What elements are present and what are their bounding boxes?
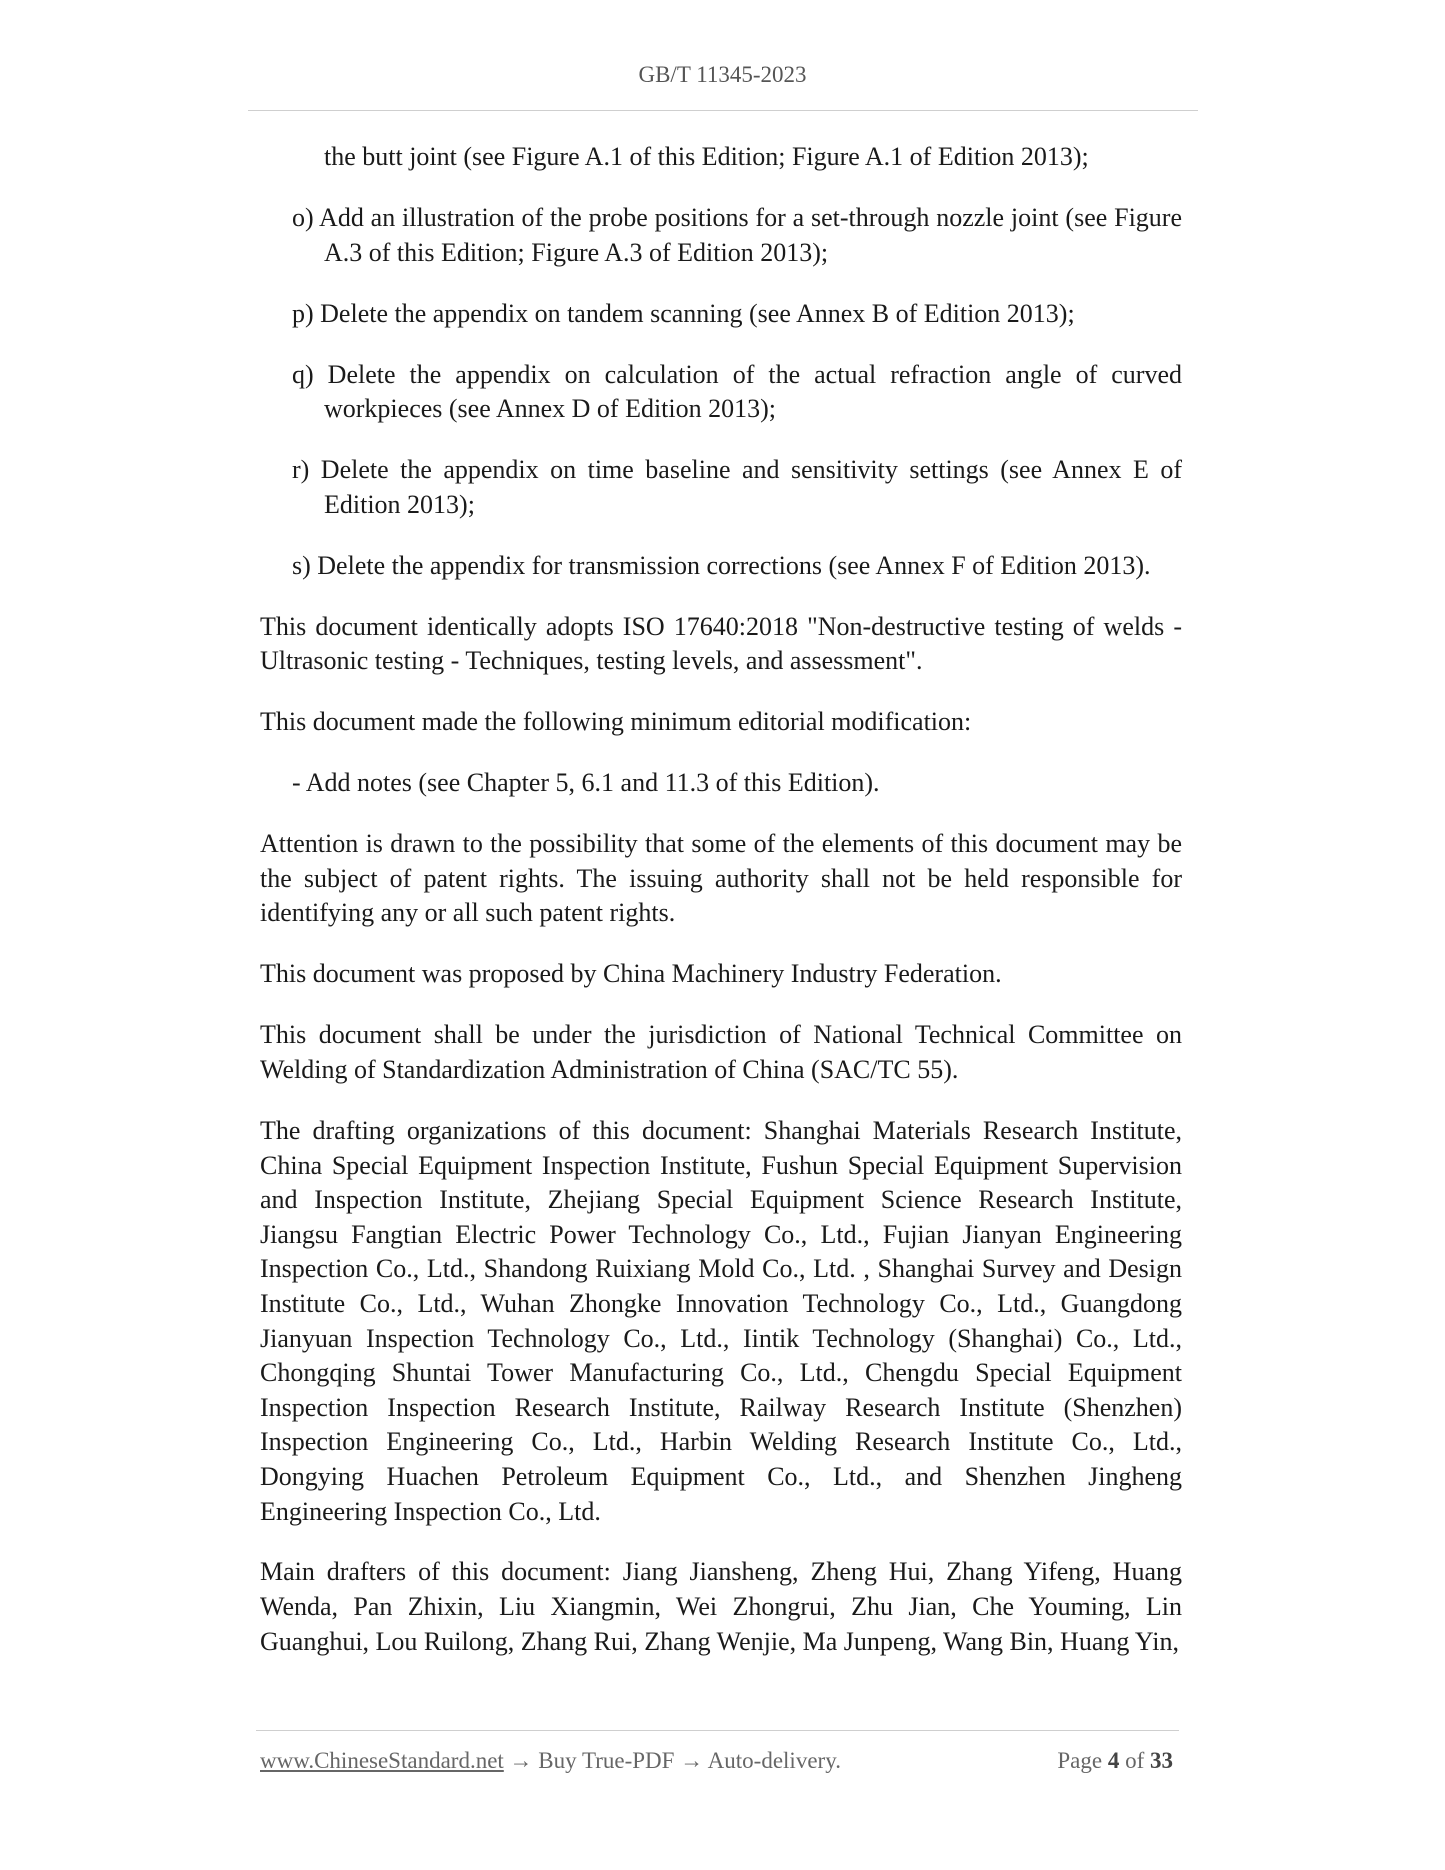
paragraph-jurisdiction: This document shall be under the jurisdiction of National Technical Committee on Welding of Standardization Administration of China (SAC/TC 55). — [260, 1020, 1182, 1084]
paragraph-butt-joint-continuation: the butt joint (see Figure A.1 of this Edition; Figure A.1 of Edition 2013); — [324, 142, 1089, 171]
paragraph-editorial-modification: This document made the following minimum editorial modification: — [260, 707, 972, 737]
list-item-q: q) Delete the appendix on calculation of the actual refraction angle of curved workpieces (see Annex D of Edition 2013); — [292, 359, 1182, 424]
page-header-title: GB/T 11345-2023 — [638, 62, 807, 87]
list-item-r: r) Delete the appendix on time baseline and sensitivity settings (see Annex E of Edition 2013); — [292, 455, 1182, 519]
paragraph-main-drafters: Main drafters of this document: Jiang Jiansheng, Zheng Hui, Zhang Yifeng, Huang Wenda, Pan Zhixin, Liu Xiangmin, Wei Zhongrui, Zhu Jian, Che Youming, Lin Guanghui, Lou Ruilong, Zhang Rui, Zhang Wenjie, Ma Junpeng, Wang Bin, Huang Yin, — [260, 1557, 1182, 1656]
paragraph-proposed-by: This document was proposed by China Machinery Industry Federation. — [260, 959, 1002, 989]
list-item-o: o) Add an illustration of the probe positions for a set-through nozzle joint (see Figure A.3 of this Edition; Figure A.3 of Edition 2013); — [292, 202, 1182, 267]
document-body — [260, 140, 1182, 1659]
page-label: Page — [1057, 1748, 1103, 1773]
buy-true-pdf-text: Buy True-PDF — [538, 1748, 675, 1773]
arrow-right-icon: → — [509, 1748, 533, 1773]
footer-promo — [260, 1748, 841, 1773]
of-label: of — [1125, 1748, 1145, 1773]
auto-delivery-text: Auto-delivery. — [707, 1748, 841, 1773]
list-item-s: s) Delete the appendix for transmission corrections (see Annex F of Edition 2013). — [292, 550, 1151, 580]
footer-divider — [256, 1730, 1179, 1731]
page-footer — [260, 1748, 1180, 1774]
paragraph-iso-adoption: This document identically adopts ISO 17640:2018 "Non-destructive testing of welds - Ultrasonic testing - Techniques, testing levels, and assessment". — [260, 611, 1182, 676]
list-item-add-notes: - Add notes (see Chapter 5, 6.1 and 11.3 of this Edition). — [292, 768, 880, 798]
chinesestandard-link[interactable]: www.ChineseStandard.net — [260, 1748, 504, 1773]
header-divider — [248, 110, 1198, 111]
paragraph-patent-rights: Attention is drawn to the possibility that some of the elements of this document may be the subject of patent rights. The issuing authority shall not be held responsible for identifying any or all such patent rights. — [260, 829, 1182, 928]
arrow-right-icon: → — [680, 1748, 704, 1773]
page-total: 33 — [1150, 1748, 1173, 1773]
page-number: 4 — [1107, 1748, 1120, 1773]
page-indicator — [1057, 1748, 1173, 1774]
paragraph-drafting-organizations: The drafting organizations of this document: Shanghai Materials Research Institute, China Special Equipment Inspection Institute, Fushun Special Equipment Supervision and Inspection Institute, Zhejiang Special Equipment Science Research Institute, Jiangsu Fangtian Electric Power Technology Co., Ltd., Fujian Jianyan Engineering Inspection Co., Ltd., Shandong Ruixiang Mold Co., Ltd. , Shanghai Survey and Design Institute Co., Ltd., Wuhan Zhongke Innovation Technology Co., Ltd., Guangdong Jianyuan Inspection Technology Co., Ltd., Iintik Technology (Shanghai) Co., Ltd., Chongqing Shuntai Tower Manufacturing Co., Ltd., Chengdu Special Equipment Inspection Inspection Research Institute, Railway Research Institute (Shenzhen) Inspection Engineering Co., Ltd., Harbin Welding Research Institute Co., Ltd., Dongying Huachen Petroleum Equipment Co., Ltd., and Shenzhen Jingheng Engineering Inspection Co., Ltd. — [260, 1115, 1182, 1526]
list-item-p: p) Delete the appendix on tandem scanning (see Annex B of Edition 2013); — [292, 298, 1075, 328]
